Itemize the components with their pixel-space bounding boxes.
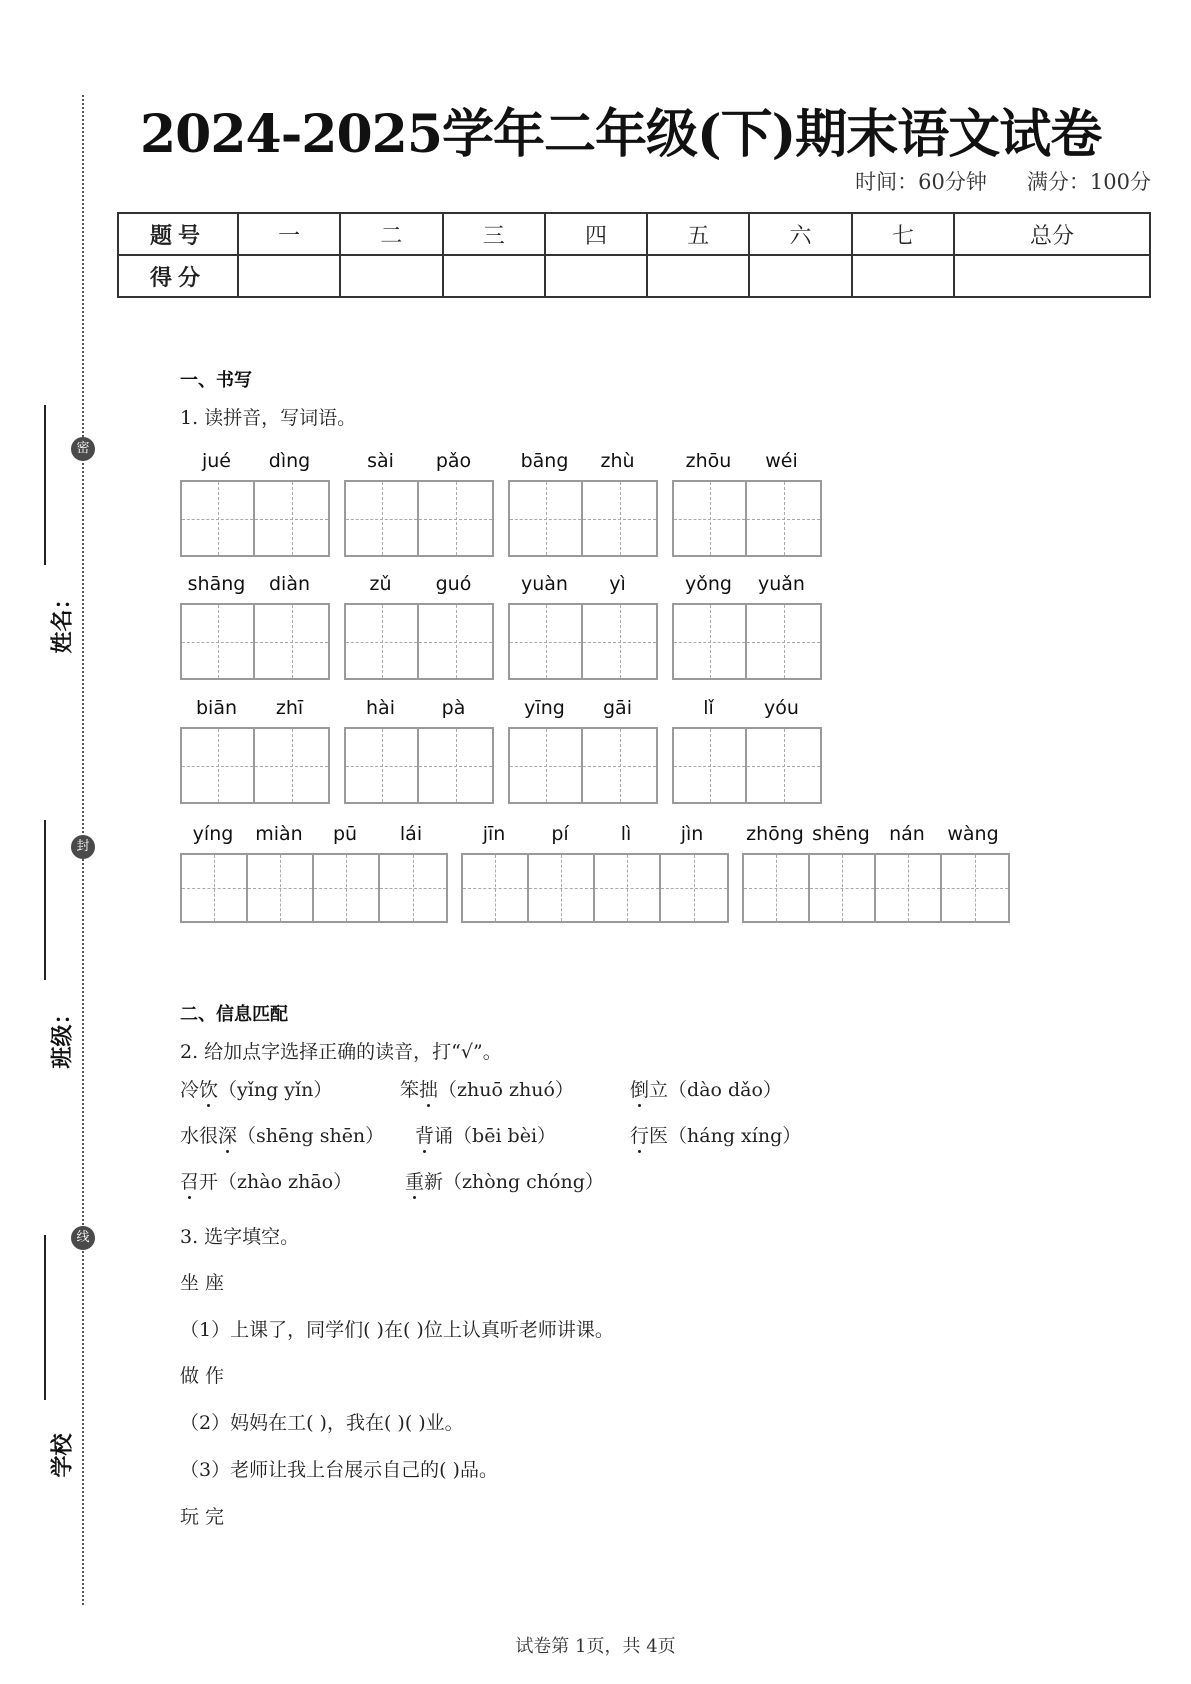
grid-row xyxy=(180,450,836,557)
pronunciation-item[interactable] xyxy=(630,1075,782,1102)
pinyin-syllable: yuǎn xyxy=(758,573,805,595)
pronunciation-item[interactable] xyxy=(180,1167,352,1194)
score-cell[interactable] xyxy=(340,255,442,297)
pinyin-syllable: yīng xyxy=(524,697,565,719)
pronunciation-item[interactable] xyxy=(400,1075,574,1102)
pinyin-syllable: lái xyxy=(399,823,423,845)
pinyin-syllable: pū xyxy=(332,823,358,845)
char-pair-3: 玩 完 xyxy=(180,1506,225,1528)
pinyin-syllable: bāng xyxy=(520,450,569,472)
pinyin-syllable: jìn xyxy=(680,823,704,845)
pinyin-syllable: pà xyxy=(441,697,466,719)
pinyin-syllable: zhōng xyxy=(746,823,804,845)
pinyin-row xyxy=(742,823,1010,853)
word-group xyxy=(672,450,822,557)
tianzige-box[interactable] xyxy=(583,605,656,678)
tianzige-box[interactable] xyxy=(346,482,419,555)
char-pair-1: 坐 座 xyxy=(180,1272,225,1294)
word-group xyxy=(180,823,448,923)
pinyin-row xyxy=(508,450,658,480)
tianzige-box[interactable] xyxy=(595,855,661,921)
pronunciation-item[interactable] xyxy=(630,1121,801,1148)
score-cell[interactable] xyxy=(647,255,749,297)
pinyin-syllable: zhī xyxy=(275,697,304,719)
col-3: 三 xyxy=(443,213,545,255)
pinyin-row xyxy=(180,697,330,727)
pinyin-row xyxy=(672,697,822,727)
full-score: 满分：100分 xyxy=(1026,170,1151,194)
word-group xyxy=(344,573,494,680)
word-group xyxy=(344,450,494,557)
col-1: 一 xyxy=(238,213,340,255)
pinyin-syllable: jué xyxy=(201,450,231,472)
seal-feng: 封 xyxy=(71,835,95,859)
writing-boxes xyxy=(344,603,494,680)
section-1-title: 一、书写 xyxy=(180,370,252,391)
word-group xyxy=(461,823,729,923)
pinyin-row xyxy=(461,823,729,853)
writing-boxes xyxy=(672,727,822,804)
score-cell[interactable] xyxy=(238,255,340,297)
pinyin-row xyxy=(180,573,330,603)
pinyin-syllable: shēng xyxy=(812,823,870,845)
word-group xyxy=(180,573,330,680)
pinyin-syllable: yíng xyxy=(192,823,234,845)
question-number-label: 题号 xyxy=(118,213,238,255)
pinyin-syllable: miàn xyxy=(255,823,303,845)
word-group xyxy=(508,573,658,680)
tianzige-box[interactable] xyxy=(346,729,419,802)
tianzige-box[interactable] xyxy=(314,855,380,921)
word-part: 医 xyxy=(649,1125,669,1147)
class-underline[interactable] xyxy=(44,820,46,980)
pronunciation-item[interactable] xyxy=(180,1075,332,1102)
tianzige-box[interactable] xyxy=(510,605,583,678)
word-group xyxy=(180,697,330,804)
pinyin-syllable: zhù xyxy=(600,450,635,472)
pinyin-options: （zhuō zhuó） xyxy=(438,1079,574,1101)
pinyin-row xyxy=(672,450,822,480)
class-label: 班级： xyxy=(50,1002,76,1069)
question-2: 2. 给加点字选择正确的读音，打“√”。 xyxy=(180,1041,502,1063)
dotted-char: 召 xyxy=(180,1171,200,1193)
tianzige-box[interactable] xyxy=(529,855,595,921)
writing-boxes xyxy=(344,727,494,804)
pinyin-syllable: zhōu xyxy=(685,450,732,472)
pinyin-syllable: diàn xyxy=(268,573,311,595)
tianzige-box[interactable] xyxy=(583,729,656,802)
word-group xyxy=(344,697,494,804)
dotted-char: 倒 xyxy=(630,1079,650,1101)
pronunciation-item[interactable] xyxy=(415,1121,556,1148)
pinyin-row xyxy=(508,697,658,727)
time-limit: 时间：60分钟 xyxy=(855,170,987,194)
grid-row xyxy=(180,573,836,680)
writing-boxes xyxy=(508,603,658,680)
pinyin-row xyxy=(344,697,494,727)
word-group xyxy=(508,697,658,804)
score-table-score-row xyxy=(118,255,1150,297)
pinyin-syllable: dìng xyxy=(268,450,311,472)
pinyin-row xyxy=(344,573,494,603)
tianzige-box[interactable] xyxy=(419,605,492,678)
pinyin-syllable: hài xyxy=(366,697,395,719)
word-part: 新 xyxy=(424,1171,444,1193)
tianzige-box[interactable] xyxy=(583,482,656,555)
score-cell[interactable] xyxy=(749,255,851,297)
pinyin-syllable: pǎo xyxy=(435,450,472,472)
tianzige-box[interactable] xyxy=(255,729,328,802)
dotted-char: 拙 xyxy=(419,1079,439,1101)
pinyin-options: （dào dǎo） xyxy=(668,1079,782,1101)
col-total: 总分 xyxy=(954,213,1150,255)
tianzige-box[interactable] xyxy=(346,605,419,678)
score-table-header-row xyxy=(118,213,1150,255)
name-underline[interactable] xyxy=(44,405,46,565)
tianzige-box[interactable] xyxy=(255,482,328,555)
writing-boxes xyxy=(672,603,822,680)
tianzige-box[interactable] xyxy=(255,605,328,678)
tianzige-box[interactable] xyxy=(419,482,492,555)
pronunciation-item[interactable] xyxy=(180,1121,384,1148)
pinyin-syllable: yuàn xyxy=(521,573,568,595)
pinyin-syllable: yóu xyxy=(764,697,799,719)
pinyin-options: （zhòng chóng） xyxy=(443,1171,604,1193)
tianzige-box[interactable] xyxy=(661,855,727,921)
page-footer: 试卷第 1页，共 4页 xyxy=(515,1636,676,1657)
tianzige-box[interactable] xyxy=(747,605,820,678)
score-table xyxy=(117,212,1151,298)
sentence-2[interactable]: （2）妈妈在工( )，我在( )( )业。 xyxy=(180,1412,464,1434)
pinyin-row xyxy=(508,573,658,603)
col-6: 六 xyxy=(749,213,851,255)
score-cell[interactable] xyxy=(852,255,954,297)
sentence-1[interactable]: （1）上课了，同学们( )在( )位上认真听老师讲课。 xyxy=(180,1319,614,1341)
writing-boxes xyxy=(344,480,494,557)
pinyin-syllable: zǔ xyxy=(369,573,392,595)
col-4: 四 xyxy=(545,213,647,255)
tianzige-box[interactable] xyxy=(747,482,820,555)
writing-boxes xyxy=(180,727,330,804)
word-part: 开 xyxy=(199,1171,219,1193)
score-cell[interactable] xyxy=(443,255,545,297)
pinyin-options: （shēng shēn） xyxy=(237,1125,385,1147)
grid-row xyxy=(180,823,1023,923)
word-part: 笨 xyxy=(400,1079,420,1101)
dotted-char: 行 xyxy=(630,1125,650,1147)
char-pair-2: 做 作 xyxy=(180,1365,225,1387)
col-2: 二 xyxy=(340,213,442,255)
writing-boxes xyxy=(180,480,330,557)
tianzige-box[interactable] xyxy=(810,855,876,921)
pinyin-syllable: jīn xyxy=(482,823,506,845)
tianzige-box[interactable] xyxy=(463,855,529,921)
word-group xyxy=(508,450,658,557)
name-label: 姓名： xyxy=(50,587,76,654)
score-cell[interactable] xyxy=(545,255,647,297)
writing-boxes xyxy=(461,853,729,923)
word-part: 水很 xyxy=(180,1125,219,1147)
pinyin-syllable: gāi xyxy=(603,697,632,719)
pinyin-syllable: yì xyxy=(609,573,626,595)
pinyin-syllable: yǒng xyxy=(685,573,732,595)
seal-xian: 线 xyxy=(71,1226,95,1250)
exam-title: 2024-2025学年二年级(下)期末语文试卷 xyxy=(140,104,1102,165)
writing-boxes xyxy=(508,727,658,804)
dotted-char: 深 xyxy=(218,1125,238,1147)
pinyin-syllable: guó xyxy=(435,573,472,595)
pinyin-syllable: nán xyxy=(889,823,925,845)
pinyin-syllable: wéi xyxy=(765,450,798,472)
writing-boxes xyxy=(742,853,1010,923)
exam-meta xyxy=(855,166,1151,196)
tianzige-box[interactable] xyxy=(182,605,255,678)
dotted-char: 饮 xyxy=(199,1079,219,1101)
writing-boxes xyxy=(180,603,330,680)
word-group xyxy=(672,697,822,804)
tianzige-box[interactable] xyxy=(248,855,314,921)
grid-row xyxy=(180,697,836,804)
word-part: 立 xyxy=(649,1079,669,1101)
dotted-char: 重 xyxy=(405,1171,425,1193)
pinyin-row xyxy=(180,823,448,853)
writing-boxes xyxy=(672,480,822,557)
word-group xyxy=(742,823,1010,923)
pinyin-options: （bēi bèi） xyxy=(453,1125,557,1147)
dotted-char: 背 xyxy=(415,1125,435,1147)
pinyin-row xyxy=(180,450,330,480)
word-part: 冷 xyxy=(180,1079,200,1101)
question-1: 1. 读拼音，写词语。 xyxy=(180,407,357,429)
tianzige-box[interactable] xyxy=(510,482,583,555)
tianzige-box[interactable] xyxy=(747,729,820,802)
tianzige-box[interactable] xyxy=(182,482,255,555)
section-2-title: 二、信息匹配 xyxy=(180,1004,288,1025)
writing-boxes xyxy=(508,480,658,557)
pinyin-syllable: shāng xyxy=(187,573,246,595)
pinyin-options: （yǐng yǐn） xyxy=(218,1079,333,1101)
tianzige-box[interactable] xyxy=(942,855,1008,921)
school-underline[interactable] xyxy=(44,1235,46,1400)
word-group xyxy=(672,573,822,680)
pronunciation-item[interactable] xyxy=(405,1167,604,1194)
seal-mi: 密 xyxy=(71,437,95,461)
col-7: 七 xyxy=(852,213,954,255)
word-part: 诵 xyxy=(434,1125,454,1147)
pinyin-syllable: lì xyxy=(620,823,632,845)
score-cell-total[interactable] xyxy=(954,255,1150,297)
pinyin-options: （zhào zhāo） xyxy=(218,1171,353,1193)
tianzige-box[interactable] xyxy=(674,482,747,555)
pinyin-row xyxy=(344,450,494,480)
school-label: 学校 xyxy=(50,1433,76,1478)
question-3: 3. 选字填空。 xyxy=(180,1226,300,1248)
tianzige-box[interactable] xyxy=(182,729,255,802)
tianzige-box[interactable] xyxy=(674,605,747,678)
pinyin-syllable: pí xyxy=(551,823,569,845)
tianzige-box[interactable] xyxy=(380,855,446,921)
pinyin-syllable: wàng xyxy=(947,823,999,845)
pinyin-options: （háng xíng） xyxy=(668,1125,802,1147)
pinyin-row xyxy=(672,573,822,603)
col-5: 五 xyxy=(647,213,749,255)
pinyin-syllable: sài xyxy=(367,450,394,472)
tianzige-box[interactable] xyxy=(510,729,583,802)
tianzige-box[interactable] xyxy=(876,855,942,921)
pinyin-syllable: biān xyxy=(195,697,238,719)
tianzige-box[interactable] xyxy=(419,729,492,802)
tianzige-box[interactable] xyxy=(674,729,747,802)
tianzige-box[interactable] xyxy=(744,855,810,921)
tianzige-box[interactable] xyxy=(182,855,248,921)
sentence-3[interactable]: （3）老师让我上台展示自己的( )品。 xyxy=(180,1459,498,1481)
score-label: 得分 xyxy=(118,255,238,297)
writing-boxes xyxy=(180,853,448,923)
word-group xyxy=(180,450,330,557)
pinyin-syllable: lǐ xyxy=(703,697,714,719)
